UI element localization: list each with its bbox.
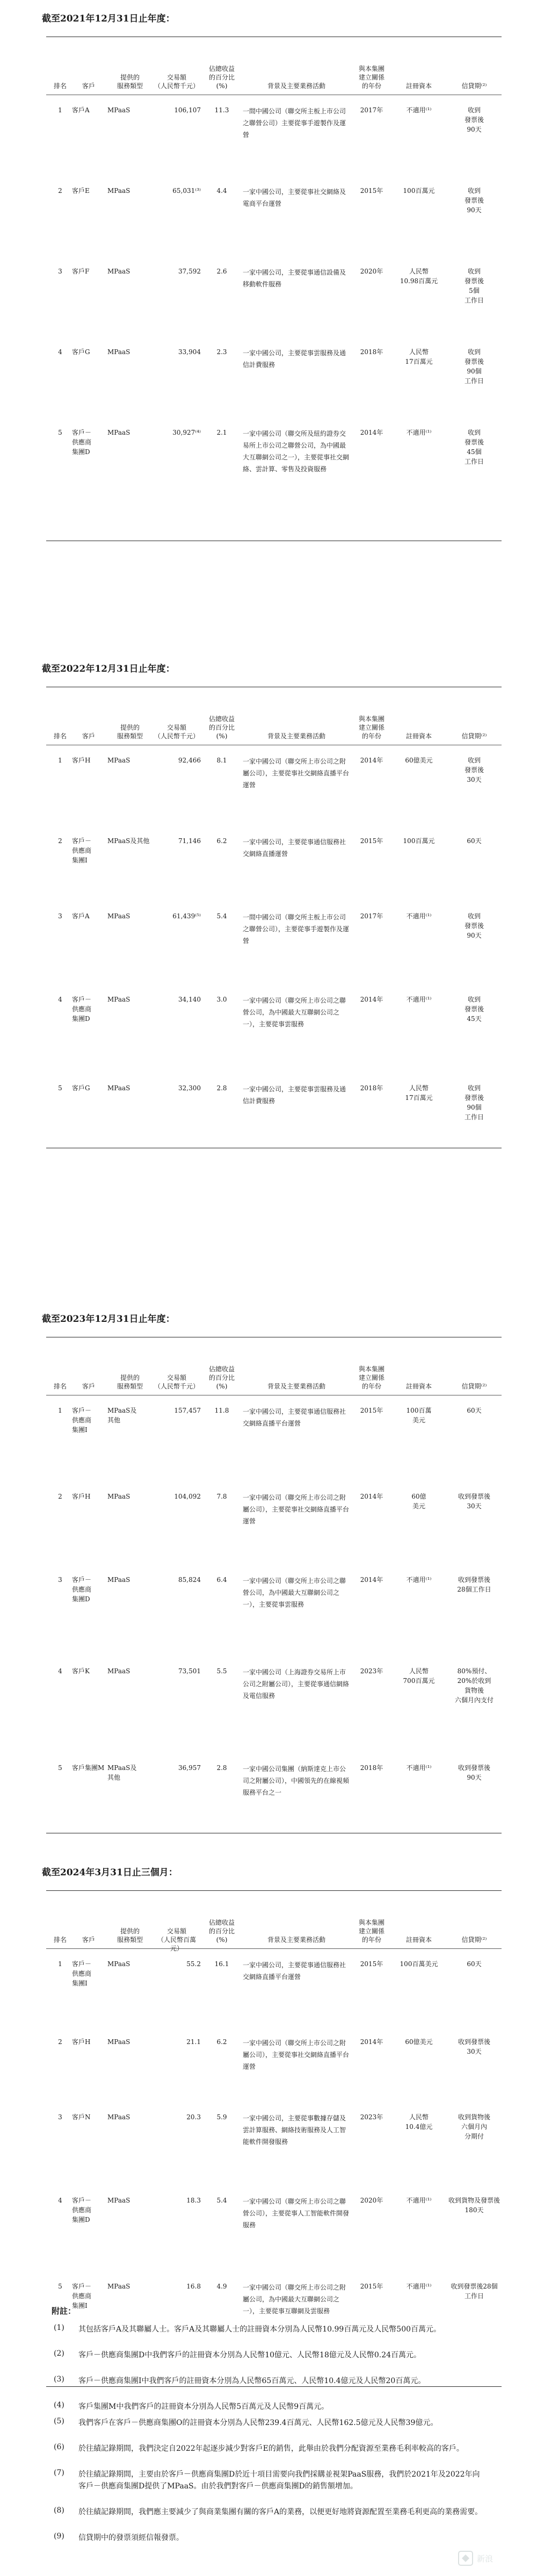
cell-year: 2020年 bbox=[360, 268, 383, 275]
cell-pct: 2.8 bbox=[216, 1084, 227, 1092]
cell-service: MPaaS bbox=[107, 268, 130, 275]
cell-background: 一間中國公司（聯交所主板上市公司之聯營公司），主要從事手遊製作及運營 bbox=[243, 913, 350, 945]
cell-rank: 5 bbox=[58, 2283, 62, 2290]
table-row bbox=[0, 267, 537, 347]
table-row bbox=[0, 2196, 537, 2282]
table-row bbox=[0, 428, 537, 546]
column-header: 佔總收益 的百分比 (%) bbox=[208, 1919, 235, 1944]
cell-rank: 1 bbox=[58, 106, 62, 114]
table-row bbox=[0, 1763, 537, 1838]
cell-pct: 6.4 bbox=[216, 1576, 227, 1584]
cell-pct: 6.2 bbox=[216, 837, 227, 845]
cell-amount: 34,140 bbox=[178, 996, 201, 1003]
cell-capital: 100百萬美元 bbox=[400, 1960, 438, 1968]
cell-pct: 8.1 bbox=[216, 757, 227, 764]
cell-rank: 1 bbox=[58, 1960, 62, 1968]
cell-customer: 客戶H bbox=[72, 757, 91, 764]
cell-background: 一家中國公司（聯交所上市公司之聯營公司，為中國最大互聯網公司之一），主要從事雲服務 bbox=[243, 997, 346, 1028]
cell-capital: 人民幣 700百萬元 bbox=[403, 1667, 435, 1685]
cell-background: 一家中國公司（聯交所上市公司之附屬公司），主要從事社交網絡直播平台運營 bbox=[243, 758, 350, 789]
cell-amount: 36,957 bbox=[178, 1764, 201, 1772]
cell-capital: 100百萬元 bbox=[403, 837, 435, 845]
cell-pct: 5.9 bbox=[216, 2113, 227, 2121]
cell-customer: 客戶H bbox=[72, 2038, 91, 2046]
cell-pct: 2.1 bbox=[216, 429, 227, 436]
cell-customer: 客戶E bbox=[72, 187, 90, 195]
note-number: (1) bbox=[54, 2323, 64, 2332]
cell-customer: 客戶A bbox=[72, 106, 90, 114]
cell-background: 一家中國公司（聯交所上市公司之附屬公司，為中國最大互聯網公司之一），主要從事互聯網及雲服務 bbox=[243, 2284, 346, 2315]
cell-service: MPaaS bbox=[107, 348, 130, 356]
cell-customer: 客戶－ 供應商 集團D bbox=[72, 1576, 92, 1603]
cell-pct: 2.3 bbox=[216, 348, 227, 356]
cell-pct: 6.2 bbox=[216, 2038, 227, 2046]
cell-background: 一家中國公司，主要從事雲服務及通信計費服務 bbox=[243, 1085, 346, 1105]
note-text: 客戶－供應商集團D中我們客戶的註冊資本分別為人民幣10億元、人民幣18億元及人民幣0.24百萬元。 bbox=[78, 2351, 422, 2359]
table-row bbox=[0, 1406, 537, 1492]
column-header: 客戶 bbox=[82, 1936, 95, 1944]
cell-service: MPaaS bbox=[107, 187, 130, 195]
table-section bbox=[0, 1311, 537, 1796]
cell-background: 一家中國公司，主要從事通信服務社交網絡直播運營 bbox=[243, 838, 346, 858]
cell-rank: 5 bbox=[58, 1764, 62, 1772]
column-header: 背景及主要業務活動 bbox=[267, 1383, 325, 1390]
cell-background: 一家中國公司集團（納斯達克上市公司之附屬公司），中國領先的在線視頻服務平台之一 bbox=[243, 1765, 350, 1796]
cell-rank: 3 bbox=[58, 1576, 62, 1584]
cell-customer: 客戶N bbox=[72, 2113, 91, 2121]
cell-pct: 7.8 bbox=[216, 1493, 227, 1500]
cell-rank: 2 bbox=[58, 837, 62, 845]
note-text: 信貸期中的發票須經信報發票。 bbox=[78, 2534, 184, 2542]
cell-credit: 收到發票後 30天 bbox=[458, 2038, 490, 2055]
table-top-rule bbox=[46, 1890, 502, 1891]
header-rule bbox=[46, 1948, 502, 1949]
table-row bbox=[0, 347, 537, 428]
section-title: 截至2024年3月31日止三個月： bbox=[42, 1867, 178, 1878]
cell-amount: 65,031⁽³⁾ bbox=[172, 187, 201, 195]
cell-customer: 客戶－ 供應商 集團I bbox=[72, 2283, 92, 2309]
cell-pct: 11.8 bbox=[214, 1407, 229, 1414]
cell-pct: 3.0 bbox=[216, 996, 227, 1003]
column-header: 註冊資本 bbox=[405, 732, 432, 740]
column-header: 與本集團 建立關係 的年份 bbox=[358, 1919, 384, 1944]
cell-capital: 不適用⁽¹⁾ bbox=[406, 429, 432, 436]
column-header: 信貸期⁽²⁾ bbox=[461, 1936, 487, 1944]
cell-capital: 人民幣 10.4億元 bbox=[405, 2113, 433, 2131]
cell-year: 2023年 bbox=[360, 2113, 383, 2121]
column-header: 交易額 （人民幣千元） bbox=[154, 1374, 199, 1390]
column-header: 排名 bbox=[53, 82, 67, 90]
column-header: 與本集團 建立關係 的年份 bbox=[358, 1365, 384, 1390]
cell-amount: 18.3 bbox=[186, 2197, 201, 2204]
cell-background: 一家中國公司（聯交所上市公司之聯營公司，為中國最大互聯網公司之一），主要從事雲服務 bbox=[243, 1577, 346, 1608]
cell-credit: 收到發票後 28個工作日 bbox=[457, 1576, 491, 1593]
cell-amount: 61,439⁽⁵⁾ bbox=[172, 912, 201, 920]
cell-capital: 不適用⁽¹⁾ bbox=[406, 1764, 432, 1772]
cell-rank: 1 bbox=[58, 757, 62, 764]
cell-service: MPaaS bbox=[107, 429, 130, 436]
cell-year: 2014年 bbox=[360, 429, 383, 436]
cell-amount: 55.2 bbox=[186, 1960, 201, 1968]
cell-customer: 客戶－ 供應商 集團D bbox=[72, 2197, 92, 2224]
note-number: (7) bbox=[54, 2469, 64, 2477]
column-header: 佔總收益 的百分比 (%) bbox=[208, 65, 235, 90]
cell-pct: 5.4 bbox=[216, 2197, 227, 2204]
cell-amount: 21.1 bbox=[186, 2038, 201, 2046]
cell-service: MPaaS及其他 bbox=[107, 837, 150, 845]
notes-section bbox=[0, 2305, 537, 2542]
cell-service: MPaaS bbox=[107, 757, 130, 764]
cell-rank: 2 bbox=[58, 1493, 62, 1500]
table-row bbox=[0, 2037, 537, 2112]
svg-text:新浪: 新浪 bbox=[477, 2554, 494, 2564]
note-text: 其包括客戶A及其聯屬人士。客戶A及其聯屬人士的註冊資本分別為人民幣10.99百萬元及人民幣500百萬元。 bbox=[78, 2325, 441, 2334]
cell-background: 一家中國公司（上海證券交易所上市公司之附屬公司），主要從事通信網絡及電信服務 bbox=[243, 1668, 350, 1700]
cell-credit: 收到貨物後 六個月內 分期付 bbox=[458, 2113, 490, 2140]
column-header: 背景及主要業務活動 bbox=[267, 732, 325, 740]
table-row bbox=[0, 105, 537, 186]
column-header: 背景及主要業務活動 bbox=[267, 1936, 325, 1944]
cell-rank: 3 bbox=[58, 912, 62, 920]
cell-amount: 71,146 bbox=[178, 837, 201, 845]
cell-year: 2014年 bbox=[360, 2038, 383, 2046]
column-header: 提供的 服務類型 bbox=[117, 1927, 143, 1944]
cell-credit: 60天 bbox=[467, 1960, 482, 1968]
cell-background: 一家中國公司，主要從事社交網絡及電商平台運營 bbox=[243, 188, 346, 207]
cell-service: MPaaS bbox=[107, 1667, 130, 1675]
note-number: (2) bbox=[54, 2349, 64, 2358]
cell-service: MPaaS bbox=[107, 912, 130, 920]
cell-customer: 客戶－ 供應商 集團I bbox=[72, 1960, 92, 1987]
cell-year: 2018年 bbox=[360, 1084, 383, 1092]
cell-capital: 不適用⁽¹⁾ bbox=[406, 2197, 432, 2204]
column-header: 佔總收益 的百分比 (%) bbox=[208, 1365, 235, 1390]
column-header: 客戶 bbox=[82, 1383, 95, 1390]
cell-service: MPaaS bbox=[107, 996, 130, 1003]
column-header: 交易額 （人民幣百萬元） bbox=[157, 1927, 196, 1952]
column-header: 提供的 服務類型 bbox=[117, 724, 143, 740]
table-row bbox=[0, 186, 537, 267]
cell-year: 2014年 bbox=[360, 1493, 383, 1500]
cell-rank: 3 bbox=[58, 268, 62, 275]
cell-capital: 60億美元 bbox=[405, 2038, 433, 2046]
cell-capital: 人民幣 10.98百萬元 bbox=[400, 268, 438, 285]
cell-amount: 37,592 bbox=[178, 268, 201, 275]
cell-customer: 客戶K bbox=[72, 1667, 90, 1675]
cell-capital: 不適用⁽¹⁾ bbox=[406, 1576, 432, 1584]
cell-customer: 客戶A bbox=[72, 912, 90, 920]
cell-year: 2014年 bbox=[360, 996, 383, 1003]
cell-pct: 2.6 bbox=[216, 268, 227, 275]
cell-year: 2015年 bbox=[360, 1960, 383, 1968]
column-header: 排名 bbox=[53, 732, 67, 740]
cell-capital: 不適用⁽¹⁾ bbox=[406, 106, 432, 114]
cell-credit: 收到 發票後 90個 工作日 bbox=[464, 348, 484, 385]
cell-service: MPaaS bbox=[107, 2283, 130, 2290]
cell-service: MPaaS bbox=[107, 106, 130, 114]
cell-customer: 客戶集團M bbox=[72, 1764, 105, 1772]
note-text: 客戶集團M中我們客戶的註冊資本分別為人民幣5百萬元及人民幣9百萬元。 bbox=[78, 2402, 329, 2411]
cell-customer: 客戶F bbox=[72, 268, 90, 275]
cell-amount: 33,904 bbox=[178, 348, 201, 356]
cell-year: 2014年 bbox=[360, 757, 383, 764]
cell-pct: 5.4 bbox=[216, 912, 227, 920]
column-header: 提供的 服務類型 bbox=[117, 1374, 143, 1390]
cell-year: 2015年 bbox=[360, 1407, 383, 1414]
cell-credit: 收到 發票後 5個 工作日 bbox=[464, 268, 484, 304]
column-header: 提供的 服務類型 bbox=[117, 74, 143, 90]
column-header: 交易額 （人民幣千元） bbox=[154, 724, 199, 740]
cell-customer: 客戶－ 供應商 集團I bbox=[72, 837, 92, 864]
section-title: 截至2022年12月31日止年度： bbox=[42, 664, 175, 674]
table-row bbox=[0, 995, 537, 1083]
cell-amount: 85,824 bbox=[178, 1576, 201, 1584]
note-number: (9) bbox=[54, 2532, 64, 2541]
cell-pct: 11.3 bbox=[214, 106, 229, 114]
cell-customer: 客戶G bbox=[72, 348, 90, 356]
note-number: (8) bbox=[54, 2506, 64, 2515]
column-header: 註冊資本 bbox=[405, 1383, 432, 1390]
column-header: 客戶 bbox=[82, 82, 95, 90]
watermark-logo-icon bbox=[458, 2548, 522, 2568]
cell-customer: 客戶H bbox=[72, 1493, 91, 1500]
column-header: 與本集團 建立關係 的年份 bbox=[358, 715, 384, 740]
cell-pct: 2.8 bbox=[216, 1764, 227, 1772]
cell-amount: 20.3 bbox=[186, 2113, 201, 2121]
cell-capital: 100百萬元 bbox=[403, 187, 435, 195]
cell-service: MPaaS bbox=[107, 1576, 130, 1584]
column-header: 信貸期⁽²⁾ bbox=[461, 1383, 487, 1390]
cell-amount: 92,466 bbox=[178, 757, 201, 764]
cell-service: MPaaS bbox=[107, 1960, 130, 1968]
cell-amount: 16.8 bbox=[186, 2283, 201, 2290]
cell-rank: 4 bbox=[58, 996, 62, 1003]
cell-customer: 客戶－ 供應商 集團I bbox=[72, 1407, 92, 1434]
cell-capital: 60億 美元 bbox=[411, 1493, 426, 1510]
cell-credit: 收到發票後28個 工作日 bbox=[451, 2283, 498, 2300]
cell-service: MPaaS及 其他 bbox=[107, 1407, 137, 1424]
cell-background: 一家中國公司（聯交所上市公司之附屬公司），主要從事社交網絡直播平台運營 bbox=[243, 1494, 350, 1525]
cell-credit: 收到發票後 30天 bbox=[458, 1493, 490, 1510]
cell-customer: 客戶G bbox=[72, 1084, 90, 1092]
note-text: 客戶－供應商集團I中我們客戶的註冊資本分別為人民幣65百萬元、人民幣10.4億元及人民幣20百萬元。 bbox=[78, 2377, 426, 2385]
column-header: 背景及主要業務活動 bbox=[267, 82, 325, 90]
cell-year: 2017年 bbox=[360, 106, 383, 114]
note-text: 我們客戶在客戶－供應商集團O的註冊資本分別為人民幣239.4百萬元、人民幣162.5億元及人民幣39億元。 bbox=[78, 2419, 438, 2427]
column-header: 信貸期⁽²⁾ bbox=[461, 732, 487, 740]
cell-capital: 不適用⁽¹⁾ bbox=[406, 2283, 432, 2290]
cell-amount: 104,092 bbox=[174, 1493, 201, 1500]
column-header: 排名 bbox=[53, 1936, 67, 1944]
cell-amount: 157,457 bbox=[174, 1407, 201, 1414]
cell-rank: 5 bbox=[58, 429, 62, 436]
cell-capital: 100百萬 美元 bbox=[406, 1407, 432, 1424]
cell-pct: 4.4 bbox=[216, 187, 227, 195]
section-title: 截至2023年12月31日止年度： bbox=[42, 1314, 175, 1325]
table-row bbox=[0, 1666, 537, 1763]
cell-credit: 收到 發票後 45天 bbox=[464, 996, 484, 1023]
cell-rank: 5 bbox=[58, 1084, 62, 1092]
cell-rank: 2 bbox=[58, 2038, 62, 2046]
cell-background: 一家中國公司，主要從事通信設備及移動軟件服務 bbox=[243, 269, 346, 288]
cell-credit: 收到 發票後 90個 工作日 bbox=[464, 1084, 484, 1121]
cell-amount: 73,501 bbox=[178, 1667, 201, 1675]
column-header: 交易額 （人民幣千元） bbox=[154, 74, 199, 90]
cell-service: MPaaS bbox=[107, 2197, 130, 2204]
cell-capital: 人民幣 17百萬元 bbox=[405, 348, 433, 365]
cell-amount: 30,927⁽⁴⁾ bbox=[172, 429, 201, 436]
note-text: 於往績記錄期間，主要由於客戶－供應商集團D於近十項目需要向我們採購並視架PaaS服務，我們於2021年及2022年向客戶－供應商集團D提供了MPaaS。由於我們對客戶－供應商集團D的銷售額增加。 bbox=[78, 2470, 480, 2491]
table-row bbox=[0, 755, 537, 836]
notes-title: 附註： bbox=[52, 2306, 76, 2316]
note-text: 於往績記錄期間，我們決定自2022年起逐步減少對客戶E的銷售，此舉由於我們分配資源至業務毛利率較高的客戶。 bbox=[78, 2444, 464, 2453]
column-header: 佔總收益 的百分比 (%) bbox=[208, 715, 235, 740]
cell-rank: 1 bbox=[58, 1407, 62, 1414]
cell-pct: 4.9 bbox=[216, 2283, 227, 2290]
column-header: 註冊資本 bbox=[405, 1936, 432, 1944]
cell-service: MPaaS bbox=[107, 2113, 130, 2121]
cell-credit: 收到 發票後 90天 bbox=[464, 187, 484, 214]
section-title: 截至2021年12月31日止年度： bbox=[42, 13, 175, 24]
cell-rank: 4 bbox=[58, 2197, 62, 2204]
table-row bbox=[0, 1575, 537, 1666]
table-row bbox=[0, 911, 537, 995]
column-header: 客戶 bbox=[82, 732, 95, 740]
cell-credit: 收到貨物及發票後180天 bbox=[448, 2197, 500, 2214]
cell-year: 2020年 bbox=[360, 2197, 383, 2204]
cell-service: MPaaS bbox=[107, 1493, 130, 1500]
cell-pct: 5.5 bbox=[216, 1667, 227, 1675]
note-number: (5) bbox=[54, 2417, 64, 2426]
cell-background: 一家中國公司，主要從事通信服務社交網絡直播平台運營 bbox=[243, 1961, 346, 1981]
cell-year: 2014年 bbox=[360, 1576, 383, 1584]
table-row bbox=[0, 2112, 537, 2196]
cell-service: MPaaS bbox=[107, 1084, 130, 1092]
cell-pct: 16.1 bbox=[214, 1960, 229, 1968]
cell-year: 2015年 bbox=[360, 837, 383, 845]
cell-customer: 客戶－ 供應商 集團D bbox=[72, 996, 92, 1023]
table-row bbox=[0, 1959, 537, 2037]
cell-credit: 60天 bbox=[467, 1407, 482, 1414]
table-row bbox=[0, 1492, 537, 1575]
cell-year: 2017年 bbox=[360, 912, 383, 920]
cell-rank: 2 bbox=[58, 187, 62, 195]
column-header: 排名 bbox=[53, 1383, 67, 1390]
cell-background: 一家中國公司（聯交所及紐約證券交易所上市公司之聯營公司，為中國最大互聯網公司之一），主要從事社交網絡、雲計算、零售及投資服務 bbox=[243, 430, 350, 473]
cell-rank: 4 bbox=[58, 348, 62, 356]
cell-year: 2015年 bbox=[360, 2283, 383, 2290]
cell-credit: 收到 發票後 45個 工作日 bbox=[464, 429, 484, 465]
note-number: (6) bbox=[54, 2443, 64, 2451]
cell-amount: 106,107 bbox=[174, 106, 201, 114]
column-header: 信貸期⁽²⁾ bbox=[461, 82, 487, 90]
cell-credit: 收到 發票後 90天 bbox=[464, 106, 484, 133]
cell-background: 一家中國公司，主要從事數據存儲及雲計算服務、網絡技術服務及人工智能軟件開發服務 bbox=[243, 2114, 346, 2146]
cell-rank: 4 bbox=[58, 1667, 62, 1675]
cell-credit: 收到 發票後 90天 bbox=[464, 912, 484, 939]
column-header: 註冊資本 bbox=[405, 82, 432, 90]
cell-year: 2015年 bbox=[360, 187, 383, 195]
cell-capital: 不適用⁽¹⁾ bbox=[406, 912, 432, 920]
table-row bbox=[0, 1083, 537, 1153]
cell-rank: 3 bbox=[58, 2113, 62, 2121]
cell-credit: 80%預付、 20%於收到 貨物後 六個月內支付 bbox=[454, 1667, 494, 1704]
cell-capital: 60億美元 bbox=[405, 757, 433, 764]
cell-capital: 人民幣 17百萬元 bbox=[405, 1084, 433, 1102]
cell-year: 2018年 bbox=[360, 348, 383, 356]
cell-credit: 收到發票後 90天 bbox=[458, 1764, 490, 1781]
cell-customer: 客戶－ 供應商 集團D bbox=[72, 429, 92, 456]
note-text: 於往績記錄期間，我們應主要減少了與商業集團有關的客戶A的業務，以便更好地將資源配置至業務毛利更高的業務需要。 bbox=[78, 2508, 483, 2516]
cell-credit: 收到 發票後 30天 bbox=[464, 757, 484, 783]
cell-amount: 32,300 bbox=[178, 1084, 201, 1092]
note-number: (3) bbox=[54, 2375, 64, 2384]
note-number: (4) bbox=[54, 2401, 64, 2409]
cell-service: MPaaS bbox=[107, 2038, 130, 2046]
cell-capital: 不適用⁽¹⁾ bbox=[406, 996, 432, 1003]
cell-year: 2018年 bbox=[360, 1764, 383, 1772]
cell-background: 一家中國公司，主要從事雲服務及通信計費服務 bbox=[243, 349, 346, 369]
cell-background: 一家中國公司，主要從事通信服務社交網絡直播平台運營 bbox=[243, 1408, 346, 1427]
cell-background: 一家中國公司（聯交所上市公司之附屬公司），主要從事社交網絡直播平台運營 bbox=[243, 2039, 350, 2070]
cell-background: 一間中國公司（聯交所主板上市公司之聯營公司）主要從事手遊製作及運營 bbox=[243, 107, 346, 139]
cell-year: 2023年 bbox=[360, 1667, 383, 1675]
cell-service: MPaaS及 其他 bbox=[107, 1764, 137, 1781]
cell-credit: 60天 bbox=[467, 837, 482, 845]
cell-background: 一家中國公司（聯交所上市公司之聯營公司），主要從事人工智能軟件開發服務 bbox=[243, 2198, 350, 2229]
table-row bbox=[0, 836, 537, 911]
column-header: 與本集團 建立關係 的年份 bbox=[358, 65, 384, 90]
